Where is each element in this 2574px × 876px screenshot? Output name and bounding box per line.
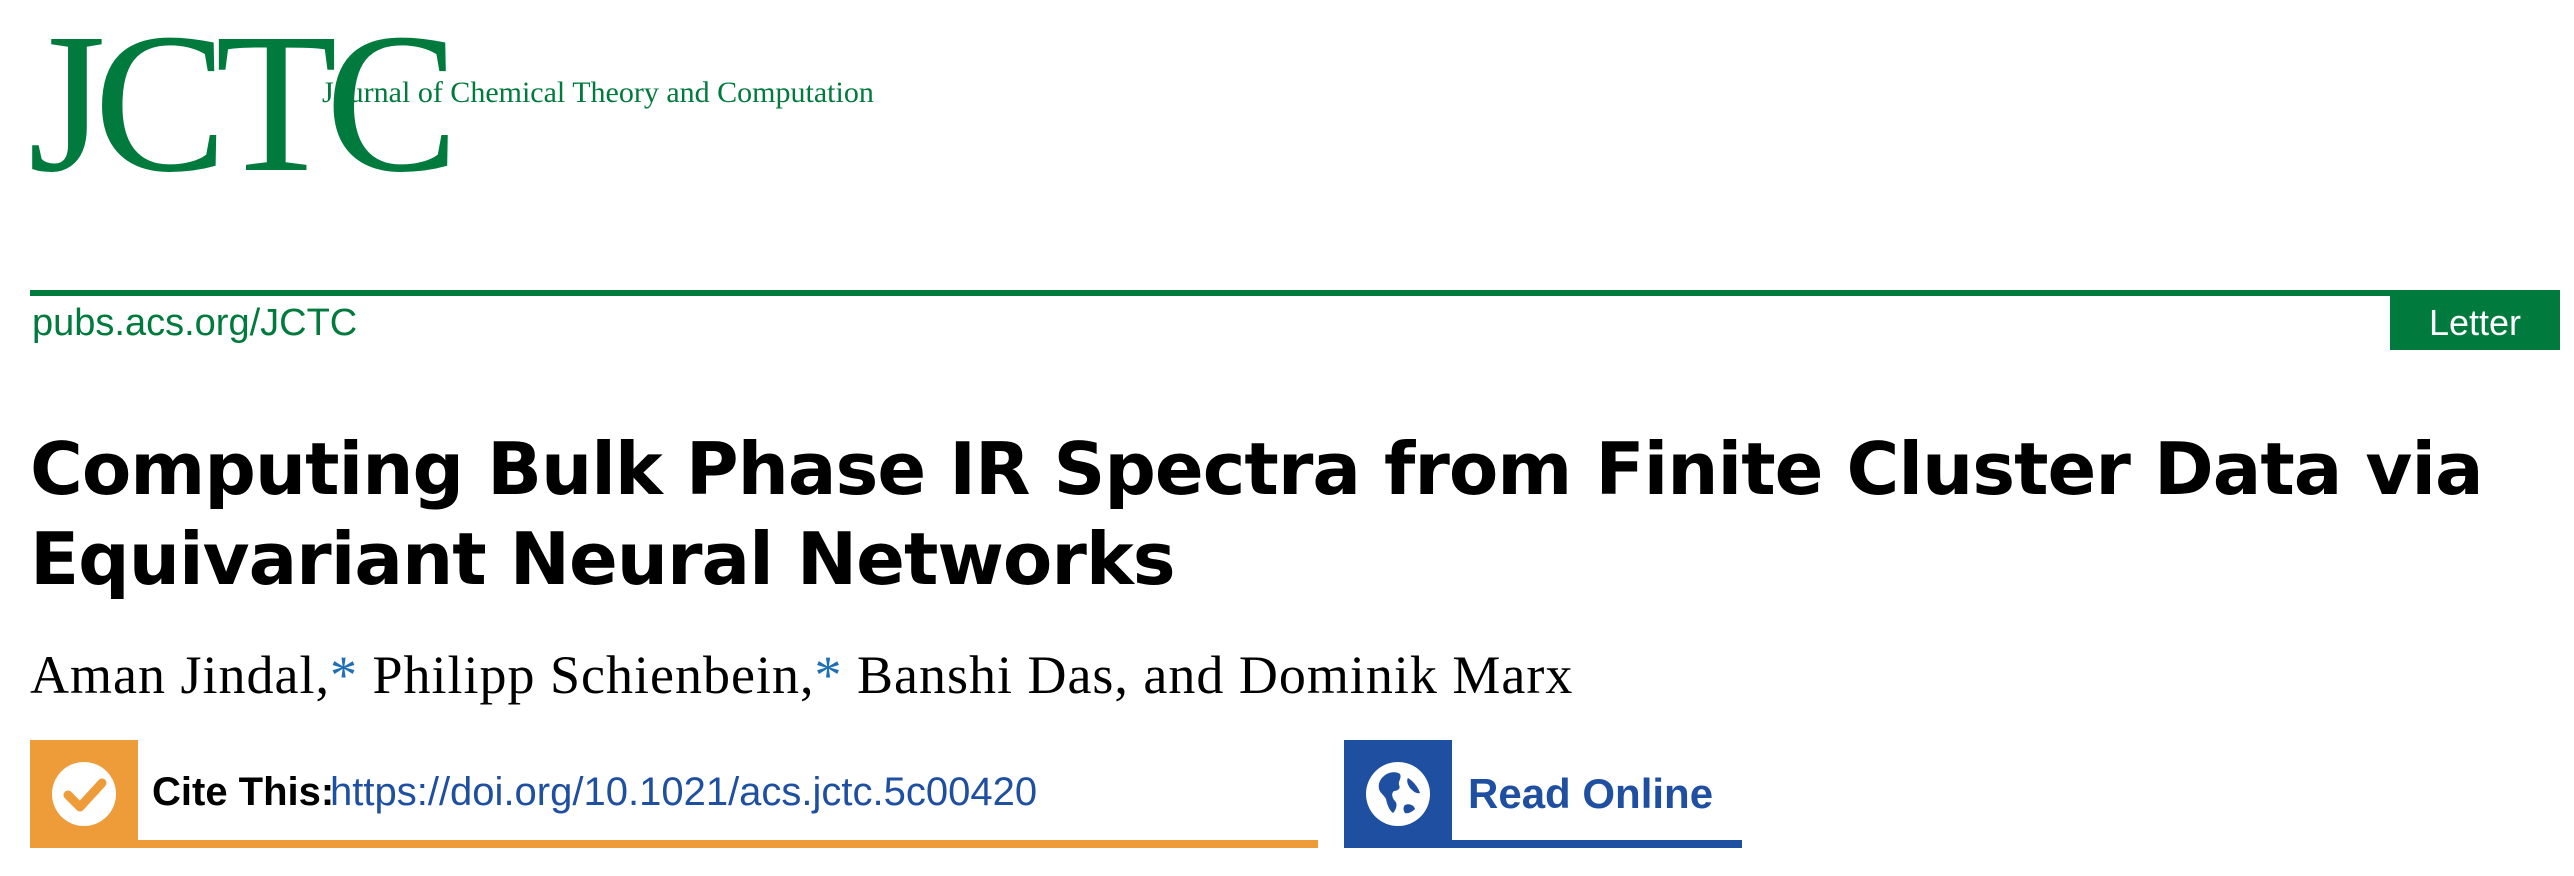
article-title-line-2: Equivariant Neural Networks bbox=[30, 517, 1175, 601]
checkmark-icon bbox=[30, 740, 138, 848]
journal-logo: JCTC bbox=[28, 0, 447, 214]
article-type-badge: Letter bbox=[2390, 296, 2560, 350]
cite-this-label: Cite This: bbox=[152, 770, 335, 814]
globe-icon bbox=[1344, 740, 1452, 848]
cite-this-box bbox=[30, 740, 1318, 848]
header-rule bbox=[30, 290, 2560, 296]
article-title bbox=[30, 424, 2530, 604]
author-list bbox=[30, 640, 1573, 710]
doi-link[interactable]: https://doi.org/10.1021/acs.jctc.5c00420 bbox=[330, 770, 1038, 814]
corresponding-author-mark[interactable]: * bbox=[814, 645, 843, 705]
author-name[interactable]: Philipp Schienbein, bbox=[357, 645, 815, 705]
author-name[interactable]: Banshi Das, and Dominik Marx bbox=[842, 645, 1574, 705]
read-online-underline bbox=[1344, 840, 1742, 848]
cite-underline bbox=[30, 840, 1318, 848]
corresponding-author-mark[interactable]: * bbox=[329, 645, 358, 705]
journal-url-link[interactable]: pubs.acs.org/JCTC bbox=[32, 302, 358, 344]
read-online-label[interactable]: Read Online bbox=[1468, 770, 1714, 817]
read-online-button[interactable] bbox=[1344, 740, 1742, 848]
author-name[interactable]: Aman Jindal, bbox=[30, 645, 330, 705]
journal-name: Journal of Chemical Theory and Computation bbox=[322, 76, 874, 109]
article-title-line-1: Computing Bulk Phase IR Spectra from Finite Cluster Data via bbox=[30, 427, 2483, 511]
